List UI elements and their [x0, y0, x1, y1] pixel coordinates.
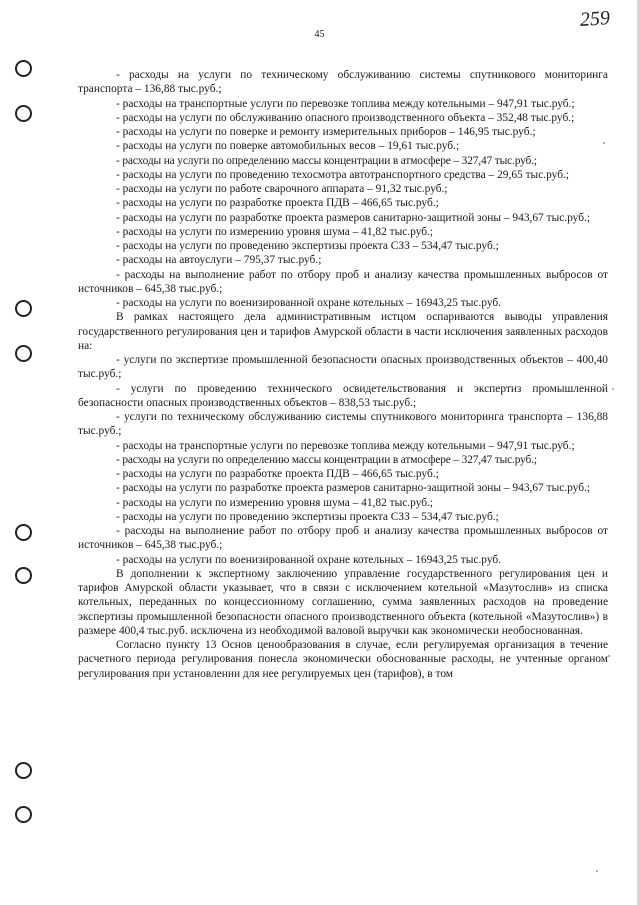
binder-hole	[15, 762, 32, 779]
binder-hole	[15, 300, 32, 317]
paragraph: - расходы на автоуслуги – 795,37 тыс.руб.;	[116, 254, 322, 267]
paragraph: - расходы на услуги по измерению уровня шума – 41,82 тыс.руб.;	[116, 225, 434, 238]
binder-hole	[15, 806, 32, 823]
paragraph: - расходы на выполнение работ по отбору проб и анализу качества промышленных выбросов от источников – 645,38 тыс.руб.;	[78, 525, 608, 552]
paragraph: - расходы на услуги по проведению экспертизы проекта СЗЗ – 534,47 тыс.руб.;	[116, 510, 499, 523]
paragraph: Согласно пункту 13 Основ ценообразования в случае, если регулируемая организация в течение расчетного периода регулирования понесла экономически обоснованные расходы, не учтенные органом регулирования при установлении для нее регулируемых цен (тарифов), в том	[78, 639, 608, 680]
paragraph: - расходы на услуги по поверке и ремонту измерительных приборов – 146,95 тыс.руб.;	[116, 126, 536, 138]
paragraph: - расходы на услуги по проведению техосмотра автотранспортного средства – 29,65 тыс.руб.;	[116, 168, 570, 181]
page-number: 45	[314, 29, 325, 40]
paragraph: - расходы на услуги по военизированной охране котельных – 16943,25 тыс.руб.	[116, 297, 502, 309]
paragraph: - расходы на услуги по измерению уровня шума – 41,82 тыс.руб.;	[116, 496, 434, 509]
binder-hole	[15, 60, 32, 77]
scan-speck	[603, 142, 605, 144]
scan-speck	[608, 655, 610, 657]
handwritten-page-number: 259	[579, 6, 611, 32]
binder-hole	[15, 524, 32, 541]
paragraph: В рамках настоящего дела административным истцом оспариваются выводы управления государственного регулирования цен и тарифов Амурской области в части исключения заявленных расходов на:	[78, 311, 608, 352]
paragraph: - расходы на услуги по определению массы концентрации в атмосфере – 327,47 тыс.руб.;	[116, 453, 537, 466]
paragraph: - расходы на услуги по работе сварочного аппарата – 91,32 тыс.руб.;	[116, 183, 448, 195]
paragraph: - расходы на услуги по разработке проекта размеров санитарно-защитной зоны – 943,67 тыс.руб.;	[116, 482, 591, 495]
paragraph: - услуги по техническому обслуживанию системы спутникового мониторинга транспорта – 136,88 тыс.руб.;	[78, 411, 608, 438]
binder-hole	[15, 567, 32, 584]
paragraph: - расходы на услуги по техническому обслуживанию системы спутникового мониторинга транспорта – 136,88 тыс.руб.;	[78, 69, 608, 96]
paragraph: - расходы на услуги по проведению экспертизы проекта СЗЗ – 534,47 тыс.руб.;	[116, 240, 499, 252]
paragraph: В дополнении к экспертному заключению управление государственного регулирования цен и тарифов Амурской области указывает, что в связи с исключением котельной «Мазутослив» из списка котельных, переданных по концессионному соглашению, сумма заявленных расходов на проведение экспертизы промышленной безопасности опасного производственного объекта (котельной «Мазутослив») в размере 400,4 тыс.руб. исключена из необходимой валовой выручки как экономически необоснованная.	[78, 567, 608, 637]
scan-speck	[612, 388, 614, 390]
paragraph: - расходы на выполнение работ по отбору проб и анализу качества промышленных выбросов от источников – 645,38 тыс.руб.;	[78, 268, 608, 295]
paragraph: - расходы на транспортные услуги по перевозке топлива между котельными – 947,91 тыс.руб.;	[116, 439, 575, 452]
paragraph: - расходы на услуги по разработке проекта ПДВ – 466,65 тыс.руб.;	[116, 197, 439, 210]
paragraph: - услуги по экспертизе промышленной безопасности опасных производственных объектов – 400,40 тыс.руб.;	[78, 354, 608, 381]
paragraph: - расходы на услуги по поверке автомобильных весов – 19,61 тыс.руб.;	[116, 140, 460, 153]
paragraph: - расходы на транспортные услуги по перевозке топлива между котельными – 947,91 тыс.руб.;	[116, 97, 575, 110]
paragraph: - расходы на услуги по определению массы концентрации в атмосфере – 327,47 тыс.руб.;	[116, 154, 537, 167]
paragraph: - расходы на услуги по разработке проекта ПДВ – 466,65 тыс.руб.;	[116, 468, 439, 480]
document-body	[78, 68, 608, 681]
paragraph: - расходы на услуги по обслуживанию опасного производственного объекта – 352,48 тыс.руб.;	[116, 111, 575, 124]
binder-hole	[15, 345, 32, 362]
paragraph: - расходы на услуги по военизированной охране котельных – 16943,25 тыс.руб.	[116, 553, 502, 566]
binder-hole	[15, 105, 32, 122]
paragraph: - расходы на услуги по разработке проекта размеров санитарно-защитной зоны – 943,67 тыс.руб.;	[116, 211, 591, 224]
scan-speck	[596, 870, 598, 872]
paragraph: - услуги по проведению технического освидетельствования и экспертиз промышленной безопасности опасных производственных объектов – 838,53 тыс.руб.;	[78, 382, 608, 409]
